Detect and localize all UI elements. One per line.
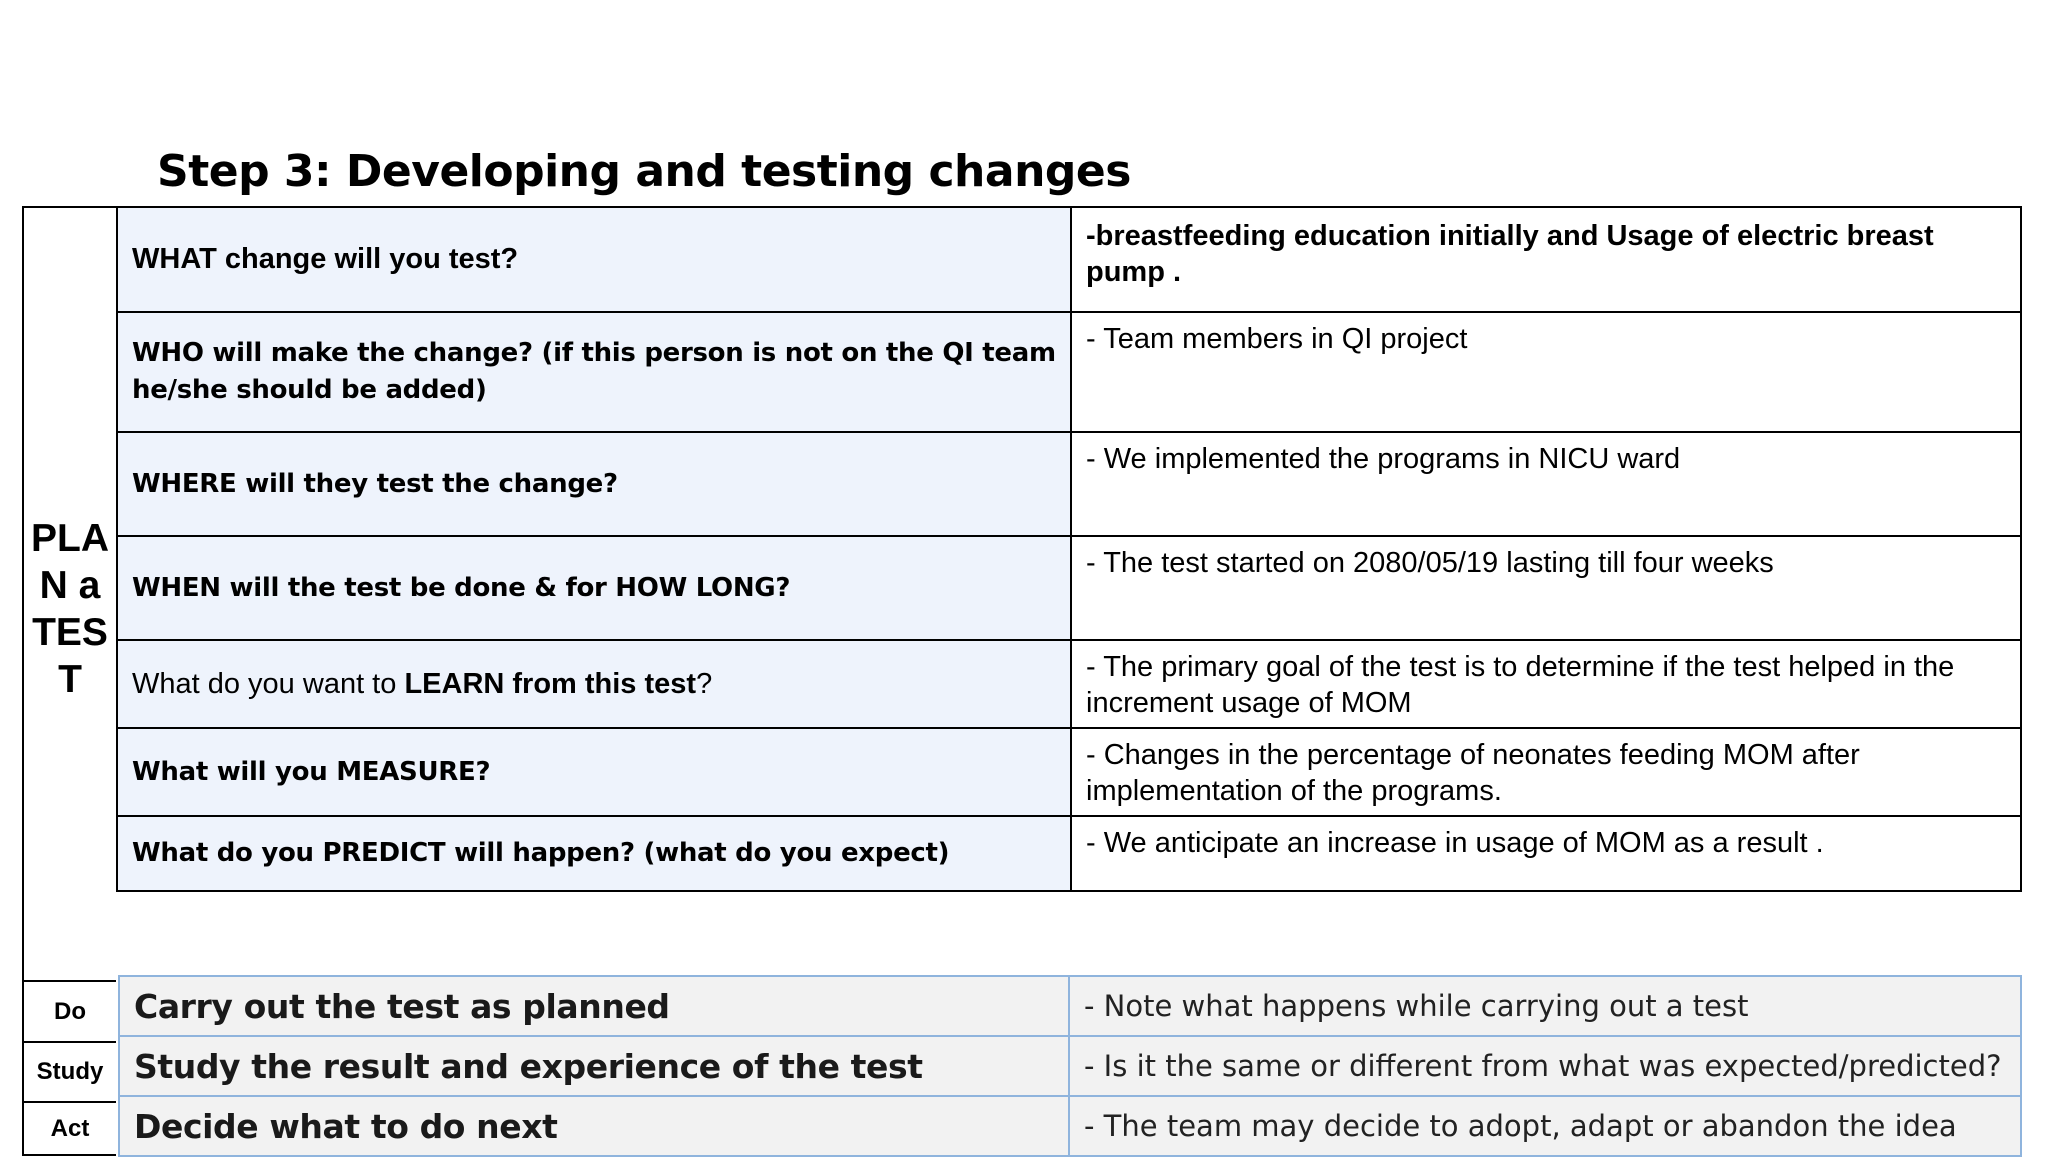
table-row <box>119 1096 2021 1156</box>
plan-phase-label: PLAN a TEST <box>31 517 109 701</box>
phase-label-column <box>22 206 116 1151</box>
learn-question <box>117 640 1071 728</box>
study-note: - Is it the same or different from what was expected/predicted? <box>1069 1036 2021 1096</box>
act-note: - The team may decide to adopt, adapt or abandon the idea <box>1069 1096 2021 1156</box>
do-phase-label: Do <box>22 982 116 1043</box>
learn-question-bold: LEARN from this test <box>404 667 697 700</box>
plan-phase-cell <box>22 206 116 982</box>
act-phase-label: Act <box>22 1103 116 1156</box>
table-row <box>117 207 2021 312</box>
measure-question: What will you MEASURE? <box>117 728 1071 816</box>
table-row <box>117 432 2021 536</box>
table-row <box>119 1036 2021 1096</box>
measure-answer: - Changes in the percentage of neonates feeding MOM after implementation of the programs. <box>1071 728 2021 816</box>
learn-answer: - The primary goal of the test is to determine if the test helped in the increment usage of MOM <box>1071 640 2021 728</box>
table-row <box>117 640 2021 728</box>
study-step: Study the result and experience of the test <box>119 1036 1069 1096</box>
where-question: WHERE will they test the change? <box>117 432 1071 536</box>
study-phase-label: Study <box>22 1043 116 1103</box>
do-step: Carry out the test as planned <box>119 976 1069 1036</box>
who-question: WHO will make the change? (if this person is not on the QI team he/she should be added) <box>117 312 1071 432</box>
page-title: Step 3: Developing and testing changes <box>157 146 1131 197</box>
table-row <box>119 976 2021 1036</box>
who-answer: - Team members in QI project <box>1071 312 2021 432</box>
predict-answer: - We anticipate an increase in usage of MOM as a result . <box>1071 816 2021 891</box>
what-question: WHAT change will you test? <box>117 207 1071 312</box>
do-note: - Note what happens while carrying out a test <box>1069 976 2021 1036</box>
table-row <box>117 728 2021 816</box>
table-row <box>117 816 2021 891</box>
when-answer: - The test started on 2080/05/19 lasting till four weeks <box>1071 536 2021 640</box>
learn-question-post: ? <box>696 667 713 700</box>
what-answer: -breastfeeding education initially and Usage of electric breast pump . <box>1071 207 2021 312</box>
where-answer: - We implemented the programs in NICU ward <box>1071 432 2021 536</box>
act-step: Decide what to do next <box>119 1096 1069 1156</box>
learn-question-pre: What do you want to <box>132 667 405 700</box>
predict-question: What do you PREDICT will happen? (what do you expect) <box>117 816 1071 891</box>
plan-table <box>116 206 2022 892</box>
table-row <box>117 312 2021 432</box>
do-study-act-table <box>118 975 2022 1157</box>
when-question: WHEN will the test be done & for HOW LONG? <box>117 536 1071 640</box>
table-row <box>117 536 2021 640</box>
